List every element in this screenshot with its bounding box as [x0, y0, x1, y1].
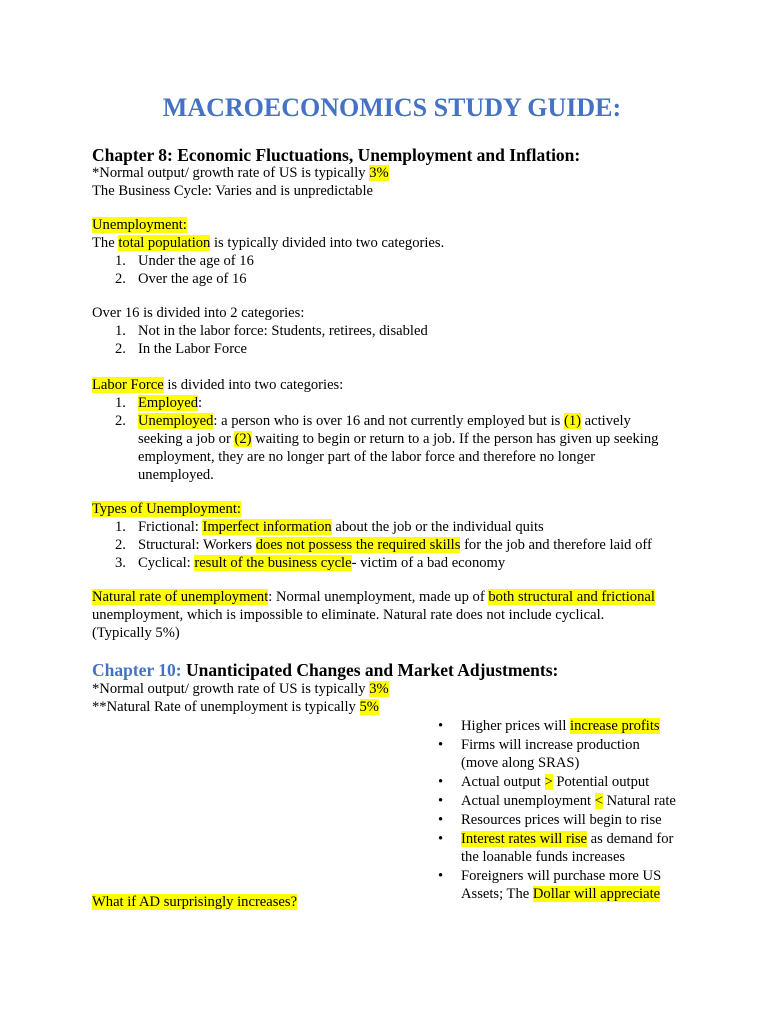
bullet-highlight: Dollar will appreciate — [532, 886, 661, 902]
employed-label: Employed — [138, 395, 198, 411]
unemployed-item-line1 — [138, 412, 631, 430]
unemployed-item-line2 — [138, 430, 658, 448]
page-title: MACROECONOMICS STUDY GUIDE: — [162, 93, 622, 122]
unemployed-item-line3: employment, they are no longer part of the labor force and therefore no longer — [138, 449, 596, 465]
unemployed-item-line4: unemployed. — [138, 467, 214, 483]
ch10-natural-rate-value: 5% — [359, 699, 379, 715]
employed-colon: : — [198, 395, 203, 411]
natural-rate-line1 — [92, 588, 655, 606]
over16-intro: Over 16 is divided into 2 categories: — [92, 305, 305, 321]
item-post: - victim of a bad economy — [351, 555, 506, 571]
bullet-item — [461, 792, 676, 810]
bullet-item: Foreigners will purchase more US — [461, 868, 662, 884]
bullet-item: Resources prices will begin to rise — [461, 812, 662, 828]
list-number: 1. — [115, 253, 126, 269]
bullet-item-cont: the loanable funds increases — [461, 849, 626, 865]
unemployed-def-a: : a person who is over 16 and not currently employed but is — [213, 413, 564, 429]
population-post: is typically divided into two categories. — [210, 235, 445, 251]
bullet-item — [461, 717, 660, 735]
list-number: 1. — [115, 323, 126, 339]
bullet-highlight: increase profits — [570, 718, 660, 734]
chapter-10-heading — [92, 659, 558, 681]
cyclical-item — [138, 554, 505, 572]
item-post: for the job and therefore laid off — [460, 537, 652, 553]
list-number: 1. — [115, 395, 126, 411]
list-item: In the Labor Force — [138, 341, 248, 357]
bullet-icon: • — [438, 774, 444, 790]
bullet-icon: • — [438, 868, 444, 884]
labor-force-post: is divided into two categories: — [163, 377, 344, 393]
list-number: 2. — [115, 341, 126, 357]
bullet-highlight: < — [594, 793, 603, 809]
list-number: 2. — [115, 271, 126, 287]
bullet-highlight: Interest rates will rise — [461, 831, 588, 847]
bullet-pre: Higher prices will — [461, 718, 571, 734]
natural-rate-line2: unemployment, which is impossible to eliminate. Natural rate does not include cyclical. — [92, 607, 605, 623]
list-item: Under the age of 16 — [138, 253, 254, 269]
item-pre: Frictional: — [138, 519, 203, 535]
population-pre: The — [92, 235, 119, 251]
bullet-item — [461, 773, 649, 791]
labor-force-line — [92, 376, 343, 394]
bullet-post: as demand for — [587, 831, 674, 847]
bullet-icon: • — [438, 831, 444, 847]
item-pre: Cyclical: — [138, 555, 195, 571]
item-highlight: Imperfect information — [202, 519, 332, 535]
unemployed-label: Unemployed — [138, 413, 214, 429]
population-highlight: total population — [118, 235, 211, 251]
bullet-icon: • — [438, 718, 444, 734]
chapter-8-heading: Chapter 8: Economic Fluctuations, Unemployment and Inflation: — [92, 145, 581, 165]
bullet-item-cont: (move along SRAS) — [461, 755, 580, 771]
ch10-natural-rate — [92, 698, 379, 716]
business-cycle-line: The Business Cycle: Varies and is unpredictable — [92, 183, 374, 199]
ch8-normal-output — [92, 164, 389, 182]
list-item: Not in the labor force: Students, retirees, disabled — [138, 323, 428, 339]
natural-rate-line3: (Typically 5%) — [92, 625, 180, 641]
structural-item — [138, 536, 652, 554]
population-line — [92, 234, 444, 252]
unemployed-line2-b: waiting to begin or return to a job. If the person has given up seeking — [251, 431, 659, 447]
unemployed-def-2: (2) — [234, 431, 252, 447]
ch8-normal-output-value: 3% — [369, 165, 389, 181]
item-post: about the job or the individual quits — [331, 519, 544, 535]
bullet-pre: Actual output — [461, 774, 545, 790]
unemployed-def-c: actively — [581, 413, 631, 429]
ch10-natural-rate-text: **Natural Rate of unemployment is typically — [92, 699, 360, 715]
item-highlight: does not possess the required skills — [255, 537, 461, 553]
unemployment-label — [92, 216, 187, 234]
list-number: 2. — [115, 537, 126, 553]
natural-rate-a: : Normal unemployment, made up of — [268, 589, 489, 605]
types-label — [92, 500, 241, 518]
ch8-normal-output-text: *Normal output/ growth rate of US is typically — [92, 165, 370, 181]
ch10-normal-output-text: *Normal output/ growth rate of US is typically — [92, 681, 370, 697]
ad-question-text: What if AD surprisingly increases? — [92, 894, 298, 910]
bullet-highlight: > — [544, 774, 553, 790]
list-number: 1. — [115, 519, 126, 535]
bullet-icon: • — [438, 793, 444, 809]
ch10-normal-output — [92, 680, 389, 698]
ch10-normal-output-value: 3% — [369, 681, 389, 697]
bullet-post: Potential output — [552, 774, 650, 790]
frictional-item — [138, 518, 544, 536]
item-pre: Structural: Workers — [138, 537, 256, 553]
bullet-item — [461, 830, 673, 848]
bullet-icon: • — [438, 812, 444, 828]
labor-force-label: Labor Force — [92, 377, 164, 393]
employed-item — [138, 394, 202, 412]
item-highlight: result of the business cycle — [194, 555, 352, 571]
bullet-pre: Assets; The — [461, 886, 533, 902]
bullet-pre: Actual unemployment — [461, 793, 595, 809]
types-label-text: Types of Unemployment: — [92, 501, 241, 517]
bullet-item-cont — [461, 885, 660, 903]
list-number: 2. — [115, 413, 126, 429]
natural-rate-highlight: both structural and frictional — [488, 589, 655, 605]
list-number: 3. — [115, 555, 126, 571]
unemployed-line2-a: seeking a job or — [138, 431, 235, 447]
bullet-icon: • — [438, 737, 444, 753]
unemployed-def-1: (1) — [563, 413, 582, 429]
natural-rate-label: Natural rate of unemployment — [92, 589, 269, 605]
bullet-item: Firms will increase production — [461, 737, 640, 753]
unemployment-label-text: Unemployment: — [92, 217, 187, 233]
bullet-post: Natural rate — [602, 793, 676, 809]
chapter-10-heading-title: Unanticipated Changes and Market Adjustments: — [185, 660, 559, 680]
chapter-10-heading-number: Chapter 10: — [92, 660, 186, 680]
ad-question — [92, 893, 297, 911]
list-item: Over the age of 16 — [138, 271, 247, 287]
